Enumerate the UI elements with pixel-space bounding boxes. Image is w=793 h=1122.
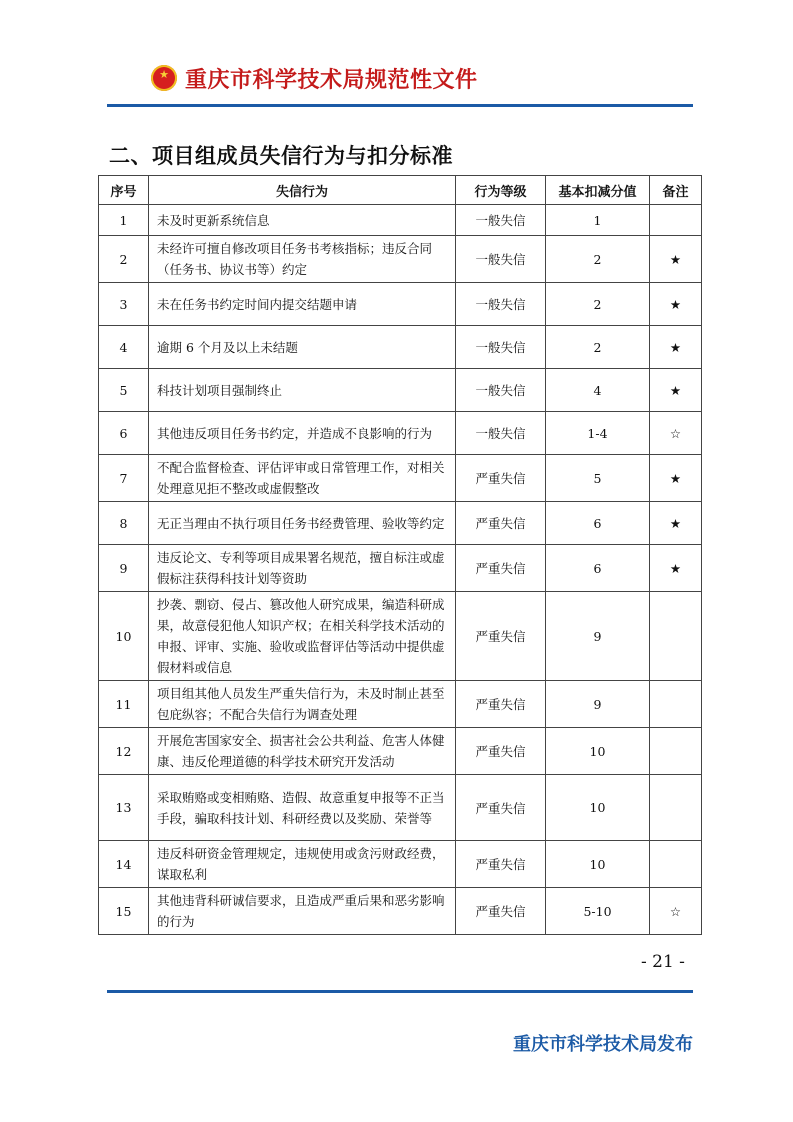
row-level: 一般失信 — [456, 205, 546, 236]
row-score: 4 — [546, 369, 650, 412]
section-title: 二、项目组成员失信行为与扣分标准 — [109, 144, 453, 168]
row-note — [650, 728, 702, 775]
row-level: 严重失信 — [456, 775, 546, 841]
row-score: 1 — [546, 205, 650, 236]
row-behavior: 未经许可擅自修改项目任务书考核指标；违反合同（任务书、协议书等）约定 — [149, 236, 456, 283]
penalty-table — [98, 175, 702, 935]
row-level: 严重失信 — [456, 841, 546, 888]
row-behavior: 无正当理由不执行项目任务书经费管理、验收等约定 — [149, 502, 456, 545]
table-row — [99, 681, 702, 728]
row-level: 一般失信 — [456, 283, 546, 326]
row-level: 严重失信 — [456, 502, 546, 545]
row-note: ★ — [650, 545, 702, 592]
table-row — [99, 205, 702, 236]
row-number: 8 — [99, 502, 149, 545]
table-row — [99, 455, 702, 502]
row-score: 5-10 — [546, 888, 650, 935]
row-score: 10 — [546, 841, 650, 888]
table-header-row — [99, 176, 702, 205]
row-level: 一般失信 — [456, 236, 546, 283]
row-score: 2 — [546, 326, 650, 369]
column-header-note: 备注 — [650, 176, 702, 205]
table-row — [99, 369, 702, 412]
column-header-level: 行为等级 — [456, 176, 546, 205]
footer-publisher: 重庆市科学技术局发布 — [513, 1034, 693, 1055]
row-note: ★ — [650, 283, 702, 326]
row-number: 5 — [99, 369, 149, 412]
row-number: 4 — [99, 326, 149, 369]
table-row — [99, 728, 702, 775]
column-header-number: 序号 — [99, 176, 149, 205]
table-row — [99, 888, 702, 935]
row-number: 12 — [99, 728, 149, 775]
row-level: 一般失信 — [456, 326, 546, 369]
table-row — [99, 326, 702, 369]
table-row — [99, 502, 702, 545]
page-number: - 21 - — [641, 952, 685, 972]
row-note: ☆ — [650, 888, 702, 935]
row-note: ★ — [650, 369, 702, 412]
row-score: 5 — [546, 455, 650, 502]
table-row — [99, 545, 702, 592]
row-number: 7 — [99, 455, 149, 502]
row-note — [650, 592, 702, 681]
row-number: 14 — [99, 841, 149, 888]
table-row — [99, 283, 702, 326]
row-score: 2 — [546, 236, 650, 283]
document-header — [151, 58, 478, 98]
row-note — [650, 775, 702, 841]
row-level: 严重失信 — [456, 455, 546, 502]
column-header-behavior: 失信行为 — [149, 176, 456, 205]
row-level: 一般失信 — [456, 412, 546, 455]
row-note — [650, 205, 702, 236]
row-note: ★ — [650, 326, 702, 369]
row-number: 1 — [99, 205, 149, 236]
row-note — [650, 681, 702, 728]
row-number: 13 — [99, 775, 149, 841]
header-divider — [107, 104, 693, 107]
row-behavior: 逾期 6 个月及以上未结题 — [149, 326, 456, 369]
row-number: 2 — [99, 236, 149, 283]
row-behavior: 开展危害国家安全、损害社会公共利益、危害人体健康、违反伦理道德的科学技术研究开发活动 — [149, 728, 456, 775]
row-score: 10 — [546, 728, 650, 775]
row-behavior: 其他违反项目任务书约定，并造成不良影响的行为 — [149, 412, 456, 455]
row-note: ☆ — [650, 412, 702, 455]
row-note: ★ — [650, 502, 702, 545]
row-level: 严重失信 — [456, 728, 546, 775]
row-behavior: 其他违背科研诚信要求，且造成严重后果和恶劣影响的行为 — [149, 888, 456, 935]
row-behavior: 违反科研资金管理规定，违规使用或贪污财政经费，谋取私利 — [149, 841, 456, 888]
row-behavior: 违反论文、专利等项目成果署名规范，擅自标注或虚假标注获得科技计划等资助 — [149, 545, 456, 592]
row-behavior: 不配合监督检查、评估评审或日常管理工作，对相关处理意见拒不整改或虚假整改 — [149, 455, 456, 502]
row-behavior: 项目组其他人员发生严重失信行为，未及时制止甚至包庇纵容；不配合失信行为调查处理 — [149, 681, 456, 728]
row-note: ★ — [650, 236, 702, 283]
column-header-score: 基本扣减分值 — [546, 176, 650, 205]
row-note — [650, 841, 702, 888]
row-behavior: 科技计划项目强制终止 — [149, 369, 456, 412]
row-score: 10 — [546, 775, 650, 841]
row-note: ★ — [650, 455, 702, 502]
row-score: 6 — [546, 502, 650, 545]
national-emblem-icon: ★ — [151, 65, 177, 91]
row-level: 严重失信 — [456, 888, 546, 935]
row-score: 9 — [546, 681, 650, 728]
footer-divider — [107, 990, 693, 993]
row-number: 3 — [99, 283, 149, 326]
row-behavior: 采取贿赂或变相贿赂、造假、故意重复申报等不正当手段，骗取科技计划、科研经费以及奖励、荣誉等 — [149, 775, 456, 841]
row-level: 严重失信 — [456, 592, 546, 681]
row-level: 严重失信 — [456, 545, 546, 592]
row-behavior: 抄袭、剽窃、侵占、篡改他人研究成果，编造科研成果，故意侵犯他人知识产权；在相关科学技术活动的申报、评审、实施、验收或监督评估等活动中提供虚假材料或信息 — [149, 592, 456, 681]
header-title: 重庆市科学技术局规范性文件 — [185, 67, 478, 93]
row-level: 严重失信 — [456, 681, 546, 728]
table-row — [99, 236, 702, 283]
table-row — [99, 775, 702, 841]
table-row — [99, 592, 702, 681]
table-row — [99, 412, 702, 455]
row-behavior: 未及时更新系统信息 — [149, 205, 456, 236]
row-score: 9 — [546, 592, 650, 681]
row-level: 一般失信 — [456, 369, 546, 412]
row-number: 11 — [99, 681, 149, 728]
row-behavior: 未在任务书约定时间内提交结题申请 — [149, 283, 456, 326]
row-number: 10 — [99, 592, 149, 681]
row-score: 2 — [546, 283, 650, 326]
row-score: 6 — [546, 545, 650, 592]
row-number: 6 — [99, 412, 149, 455]
table-row — [99, 841, 702, 888]
row-number: 9 — [99, 545, 149, 592]
row-score: 1-4 — [546, 412, 650, 455]
row-number: 15 — [99, 888, 149, 935]
